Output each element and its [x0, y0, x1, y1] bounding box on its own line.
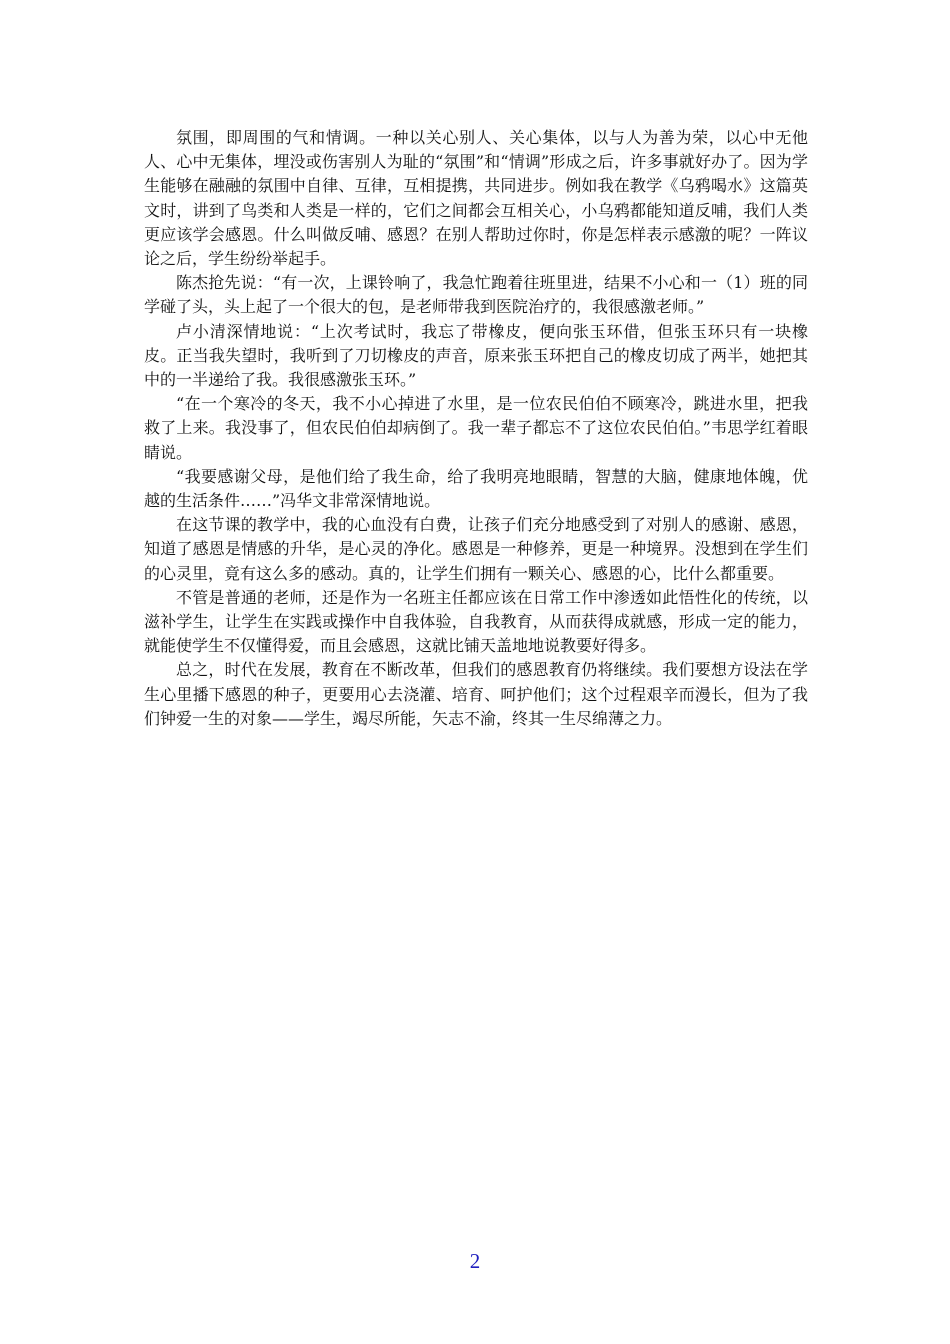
paragraph-chen-jie: 陈杰抢先说：“有一次，上课铃响了，我急忙跑着往班里进，结果不小心和一（1）班的同学碰了头，头上起了一个很大的包，是老师带我到医院治疗的，我很感激老师。”	[144, 273, 808, 317]
document-body	[144, 126, 808, 731]
paragraph-wei-sixue: “在一个寒冷的冬天，我不小心掉进了水里，是一位农民伯伯不顾寒冷，跳进水里，把我救了上来。我没事了，但农民伯伯却病倒了。我一辈子都忘不了这位农民伯伯。”韦思学红着眼睛说。	[144, 394, 808, 462]
paragraph-atmosphere: 氛围，即周围的气和情调。一种以关心别人、关心集体，以与人为善为荣，以心中无他人、心中无集体，埋没或伤害别人为耻的“氛围”和“情调”形成之后，许多事就好办了。因为学生能够在融融的氛围中自律、互律，互相提携，共同进步。例如我在教学《乌鸦喝水》这篇英文时，讲到了鸟类和人类是一样的，它们之间都会互相关心，小乌鸦都能知道反哺，我们人类更应该学会感恩。什么叫做反哺、感恩？在别人帮助过你时，你是怎样表示感激的呢？一阵议论之后，学生纷纷举起手。	[144, 128, 808, 269]
paragraph-lesson-reflection: 在这节课的教学中，我的心血没有白费，让孩子们充分地感受到了对别人的感谢、感恩，知道了感恩是情感的升华，是心灵的净化。感恩是一种修养，更是一种境界。没想到在学生们的心灵里，竟有这么多的感动。真的，让学生们拥有一颗关心、感恩的心，比什么都重要。	[144, 515, 808, 583]
page-number: 2	[469, 1249, 481, 1273]
paragraph-conclusion: 总之，时代在发展，教育在不断改革，但我们的感恩教育仍将继续。我们要想方设法在学生心里播下感恩的种子，更要用心去浇灌、培育、呵护他们；这个过程艰辛而漫长，但为了我们钟爱一生的对象——学生，竭尽所能，矢志不渝，终其一生尽绵薄之力。	[144, 660, 808, 728]
paragraph-lu-xiaoqing: 卢小清深情地说：“上次考试时，我忘了带橡皮，便向张玉环借，但张玉环只有一块橡皮。正当我失望时，我听到了刀切橡皮的声音，原来张玉环把自己的橡皮切成了两半，她把其中的一半递给了我。我很感激张玉环。”	[144, 321, 808, 390]
paragraph-teacher-role: 不管是普通的老师，还是作为一名班主任都应该在日常工作中渗透如此悟性化的传统，以滋补学生，让学生在实践或操作中自我体验，自我教育，从而获得成就感，形成一定的能力，就能使学生不仅懂得爱，而且会感恩，这就比铺天盖地地说教要好得多。	[144, 587, 808, 656]
paragraph-feng-huawen: “我要感谢父母，是他们给了我生命，给了我明亮地眼睛，智慧的大脑，健康地体魄，优越的生活条件……”冯华文非常深情地说。	[144, 466, 808, 511]
